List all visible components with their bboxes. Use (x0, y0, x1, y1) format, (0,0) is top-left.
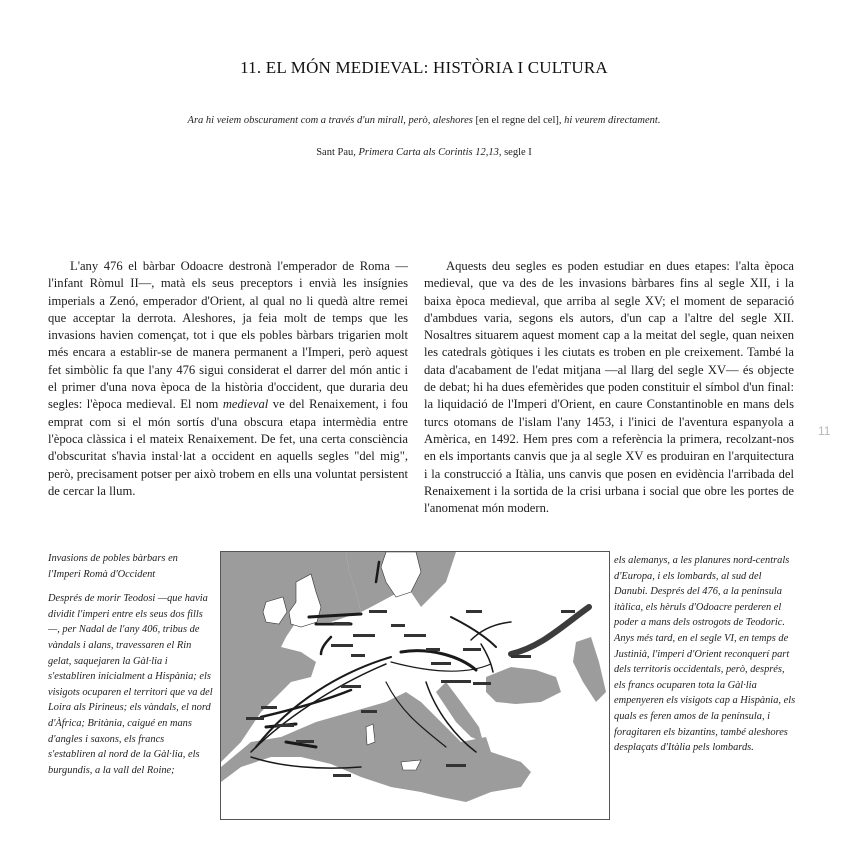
paragraph-intro-text-b: ve del Renaixement, i fou emprat com si el món sortís d'una obscura etapa intermèdia entre l'època clàssica i el mateix Renaixement. De fet, una certa consciència d'obscuritat s'havia instal·lat a occident en aquells segles "del mig", però, precisament potser per això trobem en ells una voluntat persistent de cercar la llum. (48, 397, 408, 498)
paragraph-periods: Aquests deu segles es poden estudiar en dues etapes: l'alta època medieval, que va des de les invasions bàrbares fins al segle XII, i la baixa època medieval, que arriba al segle XV; el moment de separació d'ambdues varia, segons els autors, d'un cap a l'altre del segle XII. Nosaltres situarem aquest moment cap a la meitat del segle, quan neixen les catedrals gòtiques i les ciutats es troben en ple creixement. També la data d'acabament de l'edat mitjana —al llarg del segle XV— és objecte de debat; hi ha dues efemèrides que poden constituir el símbol d'un final: la liquidació de l'Imperi d'Orient, en caure Constantinoble en mans dels turcs otomans de l'islam l'any 1453, i l'inici de l'aventura espanyola a Amèrica, en 1492. Hem pres com a referència la primera, recolzant-nos en els importants canvis que ja al segle XV es produiran en l'arquitectura i la construcció a Itàlia, uns canvis que posen en evidència l'arribada del Renaixement i la sortida de la crisi urbana i social que obre les portes de l'anomenat món modern. (424, 259, 794, 516)
epigraph-quote (60, 115, 788, 126)
figure-caption-text-right: els alemanys, a les planures nord-centrals d'Europa, i els lombards, al sud del Danubi. Després del 476, a la península itàlica, els hèruls d'Odoacre perderen el poder a mans dels ostrogots de Teodoric. Anys més tard, en el segle VI, en temps de Justinià, l'imperi d'Orient reconquerí part dels territoris occidentals, però, després, els francs ocuparen tota la Gàl·lia empenyeren els visigots cap a Hispània, els quals es feren amos de la península, i foragitaren els bizantins, també aleshores desplaçats d'Itàlia pels lombards. (614, 555, 796, 754)
paragraph-intro-italic: medieval (222, 397, 269, 412)
epigraph-quote-part2: , hi veurem directament. (558, 115, 661, 126)
epigraph-source (0, 147, 848, 158)
body-column-right (424, 258, 794, 517)
figure-caption-right (614, 553, 796, 765)
chapter-title: 11. EL MÓN MEDIEVAL: HISTÒRIA I CULTURA (240, 58, 608, 77)
map-graphic (221, 552, 609, 819)
figure-caption-text-left: Després de morir Teodosi —que havia dividit l'imperi entre els seus dos fills—, per Nadal de l'any 406, tribus de vàndals i alans, travessaren el Rin gelat, saquejaren la Gàl·lia i s'establiren inicialment a Hispània; els visigots ocuparen el territori que va del Loira als Pirineus; els vàndals, el nord d'Àfrica; Britània, caigué en mans d'angles i saxons, els francs s'establiren al nord de la Gàl·lia, els burgundis, a la vall del Roine; (48, 593, 213, 776)
epigraph-bracket: [en el regne del cel] (475, 115, 559, 126)
figure-caption-left (48, 551, 213, 787)
sardinia (366, 724, 375, 745)
figure-caption-title: Invasions de pobles bàrbars en l'Imperi Romà d'Occident (48, 553, 178, 580)
source-author: Sant Pau, (316, 147, 359, 158)
source-century: , segle I (498, 147, 532, 158)
paragraph-intro (48, 258, 408, 500)
page-number: 11 (818, 424, 831, 438)
source-work: Primera Carta als Corintis 12,13 (358, 147, 499, 158)
invasions-map (220, 551, 610, 820)
epigraph-quote-part1: Ara hi veiem obscurament com a través d'un mirall, però, aleshores (187, 115, 476, 126)
body-column-left (48, 258, 408, 500)
paragraph-intro-text-a: L'any 476 el bàrbar Odoacre destronà l'emperador de Roma —l'infant Ròmul II—, matà els seus preceptors i envià les insígnies imperials a Zenó, emperador d'Orient, al qual no li quedà altre remei que acceptar la derrota. Aleshores, ja feia molt de temps que les invasions havien començat, tot i que els pobles bàrbars trigarien molt més encara a establir-se de manera permanent a l'Imperi, però aquest fet simbòlic fa que l'any 476 sigui considerat el darrer del món antic i el primer d'una nova època de la història d'occident, que duraria deu segles: l'època medieval. El nom (48, 259, 408, 412)
